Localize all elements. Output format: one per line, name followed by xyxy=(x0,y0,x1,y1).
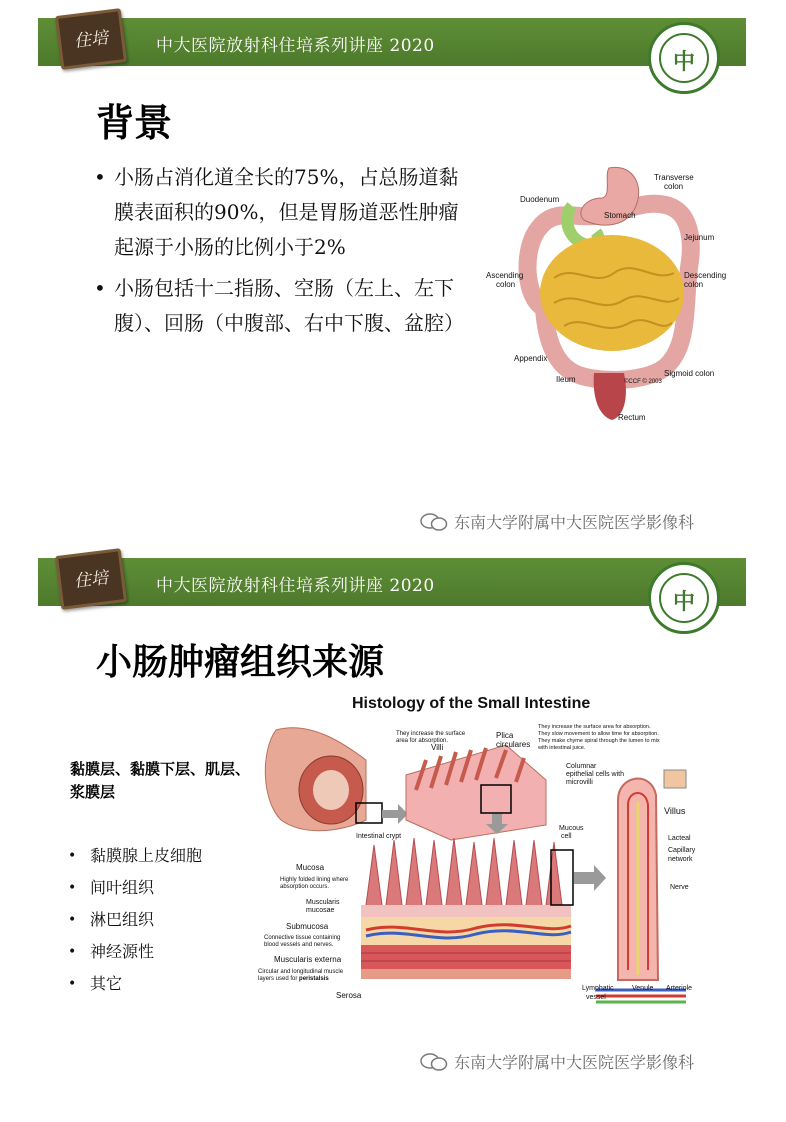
serosa-label: Serosa xyxy=(336,991,362,1000)
header-banner xyxy=(38,558,746,606)
seal-char: 中 xyxy=(672,50,695,75)
lacteal-label: Lacteal xyxy=(668,835,691,842)
histology-title: Histology of the Small Intestine xyxy=(352,695,591,712)
zoom-arrow-1 xyxy=(382,804,408,824)
bullet-list xyxy=(68,840,202,1000)
bullet-item: • 神经源性 xyxy=(68,936,202,968)
mucous-label-2: cell xyxy=(561,833,572,840)
mucosa-note-1: Highly folded lining where xyxy=(280,877,349,883)
wechat-icon xyxy=(420,1053,448,1071)
mucosa-note-2: absorption occurs. xyxy=(280,884,330,890)
externa-label: Muscularis externa xyxy=(274,955,342,964)
mucous-label-1: Mucous xyxy=(559,825,584,832)
slide-background xyxy=(0,540,786,1072)
watermark xyxy=(420,1050,694,1073)
muscularis-label-1: Muscularis xyxy=(306,899,340,906)
plica-note-4: with intestinal juice. xyxy=(538,745,586,751)
columnar-label-2: epithelial cells with xyxy=(566,771,624,778)
columnar-label-1: Columnar xyxy=(566,763,597,770)
capillary-label-2: network xyxy=(668,856,693,863)
villi-row-shape xyxy=(366,838,562,905)
hospital-seal-logo xyxy=(648,562,720,634)
lymphatic-label-2: vessel xyxy=(586,994,606,1001)
label-transverse-colon: colon xyxy=(664,182,684,191)
submucosa-note-1: Connective tissue containing xyxy=(264,935,341,941)
watermark-text: 东南大学附属中大医院医学影像科 xyxy=(454,1053,695,1072)
header-banner xyxy=(38,18,746,66)
label-duodenum: Duodenum xyxy=(520,195,560,204)
bullet-item: • 其它 xyxy=(68,968,202,1000)
abdominal-anatomy-figure xyxy=(484,158,736,428)
intestine-fold-shape xyxy=(313,770,349,810)
plica-label-2: circulares xyxy=(496,740,531,749)
crypt-label: Intestinal crypt xyxy=(356,833,402,840)
slide-heading: 小肠肿瘤组织来源 xyxy=(96,642,385,683)
banner-title: 中大医院放射科住培系列讲座 2020 xyxy=(156,36,435,56)
wechat-icon xyxy=(420,513,448,531)
nerve-label: Nerve xyxy=(670,884,689,891)
externa-note-2b: peristalsis xyxy=(299,976,329,982)
serosa-band xyxy=(361,969,571,979)
columnar-label-3: microvilli xyxy=(566,779,593,786)
label-ileum: Ileum xyxy=(556,375,576,384)
chalkboard-text: 住培 xyxy=(73,567,110,592)
villus-label: Villus xyxy=(664,806,686,816)
label-sigmoid: Sigmoid colon xyxy=(664,369,715,378)
chalkboard-text: 住培 xyxy=(73,27,110,52)
bullet-item: • 黏膜腺上皮细胞 xyxy=(68,840,202,872)
plica-note-2: They slow movement to allow time for absorption. xyxy=(538,731,659,737)
watermark-text: 东南大学附属中大医院医学影像科 xyxy=(454,513,695,532)
seal-char: 中 xyxy=(672,590,695,615)
mucosa-label: Mucosa xyxy=(296,863,325,872)
banner-title: 中大医院放射科住培系列讲座 2020 xyxy=(156,576,435,596)
label-descending-colon: colon xyxy=(684,280,704,289)
seal-inner-ring xyxy=(659,573,709,623)
label-copyright: ©CCF © 2003 xyxy=(624,379,662,385)
epithelial-cell-inset xyxy=(664,770,686,788)
hospital-seal-logo xyxy=(648,22,720,94)
label-ascending-colon: colon xyxy=(496,280,516,289)
externa-note-2 xyxy=(258,976,329,982)
plica-note-1: They increase the surface area for absorption. xyxy=(538,724,651,730)
externa-note-1: Circular and longitudinal muscle xyxy=(258,969,344,975)
venule-label: Venule xyxy=(632,985,654,992)
label-ascending: Ascending xyxy=(486,271,524,280)
bullet-list xyxy=(92,160,472,347)
chalkboard-logo xyxy=(55,8,127,70)
mucosa-base xyxy=(361,905,571,917)
bullet-item: • 小肠包括十二指肠、空肠（左上、左下腹）、回肠（中腹部、右中下腹、盆腔） xyxy=(92,271,472,341)
arteriole-label: Arteriole xyxy=(666,985,693,992)
watermark xyxy=(420,510,694,533)
layers-subheading: 黏膜层、黏膜下层、肌层、浆膜层 xyxy=(70,760,251,801)
small-intestine-shape xyxy=(540,235,684,351)
externa-note-2a: layers used for xyxy=(258,976,298,982)
capillary-label-1: Capillary xyxy=(668,847,696,854)
label-transverse: Transverse xyxy=(654,173,694,182)
label-appendix: Appendix xyxy=(514,354,548,363)
seal-inner-ring xyxy=(659,33,709,83)
bullet-item: • 间叶组织 xyxy=(68,872,202,904)
label-rectum: Rectum xyxy=(618,413,646,422)
zoom-arrow-3 xyxy=(574,865,606,891)
label-stomach: Stomach xyxy=(604,211,636,220)
label-descending: Descending xyxy=(684,271,727,280)
submucosa-note-2: blood vessels and nerves. xyxy=(264,942,334,948)
submucosa-label: Submucosa xyxy=(286,922,329,931)
villi-label: Villi xyxy=(431,743,444,752)
villi-note-2: area for absorption. xyxy=(396,738,449,744)
histology-figure xyxy=(256,690,726,1022)
chalkboard-logo xyxy=(55,548,127,610)
bullet-item: • 淋巴组织 xyxy=(68,904,202,936)
slide-background xyxy=(0,0,786,532)
plica-note-3: They make chyme spiral through the lumen to mix xyxy=(538,738,660,744)
muscularis-label-2: mucosae xyxy=(306,907,335,914)
bullet-item: • 小肠占消化道全长的75%，占总肠道黏膜表面积的90%，但是胃肠道恶性肿瘤起源于小肠的比例小于2% xyxy=(92,160,472,265)
muscularis-externa-band xyxy=(361,945,571,969)
lymphatic-label-1: Lymphatic xyxy=(582,985,614,992)
plica-label-1: Plica xyxy=(496,731,514,740)
label-jejunum: Jejunum xyxy=(684,233,715,242)
slide-heading: 背景 xyxy=(96,101,173,145)
villi-note-1: They increase the surface xyxy=(396,731,466,737)
